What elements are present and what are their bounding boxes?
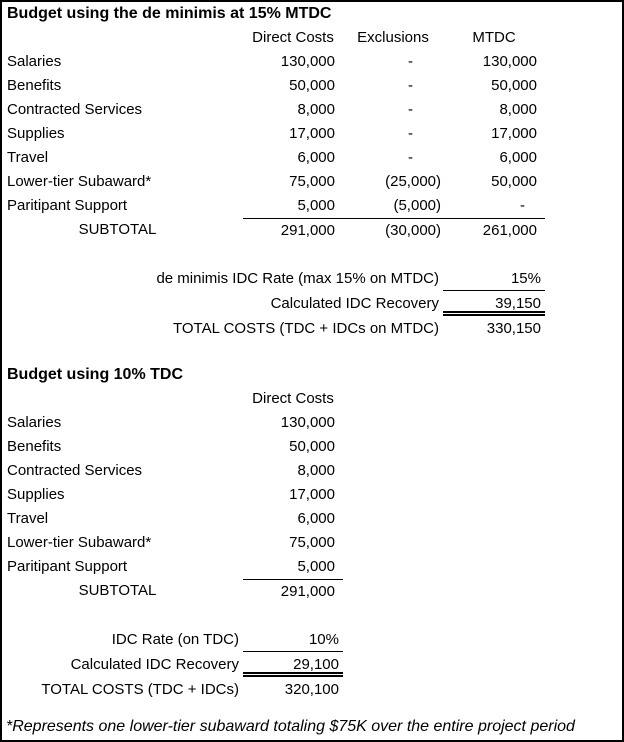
row-label: Paritipant Support xyxy=(7,558,128,575)
spacer-cell xyxy=(2,387,243,411)
spacer xyxy=(2,603,622,627)
cell-direct-costs: 17,000 xyxy=(289,486,335,503)
cell-direct-costs: 5,000 xyxy=(297,558,335,575)
spacer xyxy=(2,702,622,714)
subtotal-row xyxy=(2,218,622,242)
subtotal-label: SUBTOTAL xyxy=(78,221,157,238)
section1-title: Budget using the de minimis at 15% MTDC xyxy=(7,5,332,22)
table-row xyxy=(2,146,622,170)
row-label: Lower-tier Subaward* xyxy=(7,173,152,190)
table-row xyxy=(2,507,622,531)
table-row xyxy=(2,194,622,218)
cell-exclusions: - xyxy=(408,53,413,70)
cell-exclusions: (5,000) xyxy=(393,197,441,214)
section1-table xyxy=(2,26,622,242)
calc-value: 39,150 xyxy=(443,291,545,316)
row-label: Contracted Services xyxy=(7,462,143,479)
row-label: Lower-tier Subaward* xyxy=(7,534,152,551)
table-row xyxy=(2,531,622,555)
subtotal-direct-costs: 291,000 xyxy=(243,218,343,242)
column-header-direct-costs: Direct Costs xyxy=(252,29,334,46)
section1-header-row xyxy=(2,26,622,50)
calc-label: Calculated IDC Recovery xyxy=(70,656,239,673)
subtotal-exclusions: (30,000) xyxy=(343,218,443,242)
calc-row xyxy=(2,677,622,702)
table-row xyxy=(2,459,622,483)
cell-direct-costs: 75,000 xyxy=(289,173,335,190)
calc-row xyxy=(2,316,622,341)
section2-title: Budget using 10% TDC xyxy=(7,366,184,383)
section2-table xyxy=(2,387,622,603)
cell-direct-costs: 50,000 xyxy=(289,438,335,455)
cell-direct-costs: 5,000 xyxy=(297,197,335,214)
table-row xyxy=(2,74,622,98)
row-label: Supplies xyxy=(7,125,65,142)
cell-direct-costs: 50,000 xyxy=(289,77,335,94)
cell-exclusions: - xyxy=(408,77,413,94)
cell-mtdc: 8,000 xyxy=(499,101,537,118)
spacer xyxy=(2,341,622,363)
cell-mtdc: 50,000 xyxy=(491,173,537,190)
subtotal-mtdc: 261,000 xyxy=(443,218,545,242)
calc-label: Calculated IDC Recovery xyxy=(270,295,439,312)
section1-calc-block xyxy=(2,266,622,341)
table-row xyxy=(2,122,622,146)
table-row xyxy=(2,411,622,435)
calc-value: 320,100 xyxy=(284,681,339,698)
calc-row xyxy=(2,291,622,316)
row-label: Paritipant Support xyxy=(7,197,128,214)
cell-direct-costs: 8,000 xyxy=(297,462,335,479)
cell-direct-costs: 6,000 xyxy=(297,149,335,166)
calc-label: de minimis IDC Rate (max 15% on MTDC) xyxy=(156,270,439,287)
spacer xyxy=(2,242,622,266)
calc-row xyxy=(2,652,622,677)
table-row xyxy=(2,170,622,194)
calc-value: 330,150 xyxy=(486,320,541,337)
cell-mtdc: 130,000 xyxy=(482,53,537,70)
column-header-direct-costs: Direct Costs xyxy=(252,390,334,407)
subtotal-label: SUBTOTAL xyxy=(78,582,157,599)
row-label: Salaries xyxy=(7,414,62,431)
cell-mtdc: 50,000 xyxy=(491,77,537,94)
row-label: Travel xyxy=(7,510,49,527)
subtotal-direct-costs: 291,000 xyxy=(243,579,343,603)
cell-mtdc: - xyxy=(520,197,525,214)
section2-calc-block xyxy=(2,627,622,702)
section2-header-row xyxy=(2,387,622,411)
row-label: Travel xyxy=(7,149,49,166)
calc-label: IDC Rate (on TDC) xyxy=(111,631,239,648)
cell-direct-costs: 6,000 xyxy=(297,510,335,527)
footnote: *Represents one lower-tier subaward totaling $75K over the entire project period xyxy=(6,718,575,735)
cell-direct-costs: 17,000 xyxy=(289,125,335,142)
cell-exclusions: - xyxy=(408,125,413,142)
column-header-exclusions: Exclusions xyxy=(357,29,429,46)
cell-direct-costs: 75,000 xyxy=(289,534,335,551)
cell-mtdc: 17,000 xyxy=(491,125,537,142)
cell-direct-costs: 130,000 xyxy=(280,414,335,431)
row-label: Benefits xyxy=(7,438,62,455)
row-label: Contracted Services xyxy=(7,101,143,118)
calc-value: 10% xyxy=(243,627,343,652)
row-label: Supplies xyxy=(7,486,65,503)
table-row xyxy=(2,555,622,579)
table-row xyxy=(2,50,622,74)
cell-direct-costs: 8,000 xyxy=(297,101,335,118)
cell-exclusions: - xyxy=(408,149,413,166)
table-row xyxy=(2,98,622,122)
calc-value: 29,100 xyxy=(243,652,343,677)
spacer-cell xyxy=(2,26,243,50)
cell-exclusions: (25,000) xyxy=(385,173,441,190)
calc-row xyxy=(2,266,622,291)
cell-exclusions: - xyxy=(408,101,413,118)
calc-label: TOTAL COSTS (TDC + IDCs) xyxy=(41,681,239,698)
column-header-mtdc: MTDC xyxy=(472,29,516,46)
row-label: Salaries xyxy=(7,53,62,70)
calc-row xyxy=(2,627,622,652)
cell-direct-costs: 130,000 xyxy=(280,53,335,70)
table-row xyxy=(2,435,622,459)
row-label: Benefits xyxy=(7,77,62,94)
cell-mtdc: 6,000 xyxy=(499,149,537,166)
subtotal-row xyxy=(2,579,622,603)
calc-value: 15% xyxy=(443,266,545,291)
calc-label: TOTAL COSTS (TDC + IDCs on MTDC) xyxy=(173,320,439,337)
table-row xyxy=(2,483,622,507)
